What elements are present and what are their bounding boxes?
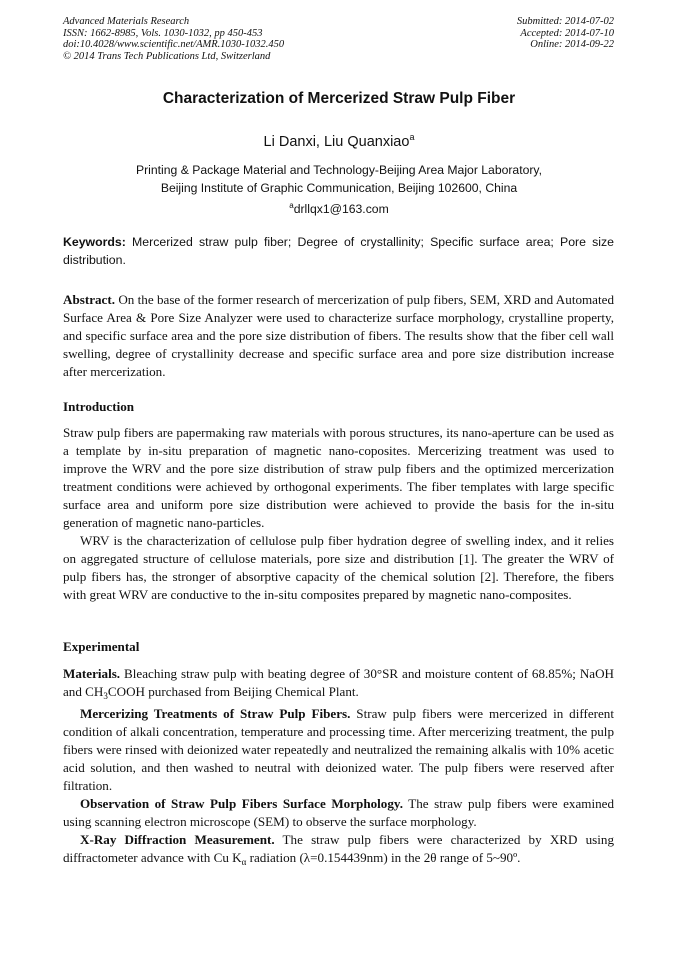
date-accepted: Accepted: 2014-07-10 bbox=[520, 27, 614, 39]
journal-issn: ISSN: 1662-8985, Vols. 1030-1032, pp 450-453 bbox=[63, 27, 263, 39]
materials-subscript: 3 bbox=[103, 691, 108, 701]
keywords bbox=[63, 233, 614, 269]
experimental-heading: Experimental bbox=[63, 639, 140, 654]
observation-paragraph bbox=[63, 795, 614, 831]
observation-text: The straw pulp fibers were examined using scanning electron microscope (SEM) to observe the surface morphology. bbox=[63, 796, 614, 829]
author-email[interactable]: drllqx1@163.com bbox=[293, 202, 389, 216]
journal-name: Advanced Materials Research bbox=[63, 16, 190, 27]
abstract-text: On the base of the former research of mercerization of pulp fibers, SEM, XRD and Automated Surface Area & Pore Size Analyzer were used to characterize surface morphology, crystalline property, and specific surface area and the pore size distribution of fibers. The results show that the fiber cell wall swelling, degree of crystallinity decrease and specific surface area and pore size distribution increase after mercerization. bbox=[63, 292, 614, 379]
xrd-text-a: The straw pulp fibers were characterized by XRD using diffractometer advance with Cu K bbox=[63, 832, 614, 865]
date-online: Online: 2014-09-22 bbox=[530, 39, 614, 51]
keywords-text: Mercerized straw pulp fiber; Degree of crystallinity; Specific surface area; Pore size distribution. bbox=[63, 235, 614, 267]
mercerizing-paragraph bbox=[63, 705, 614, 795]
author-line bbox=[0, 132, 678, 150]
xrd-subscript: α bbox=[241, 857, 247, 867]
date-submitted: Submitted: 2014-07-02 bbox=[516, 16, 614, 27]
materials-text-b: COOH purchased from Beijing Chemical Plant. bbox=[107, 684, 359, 699]
observation-label: Observation of Straw Pulp Fibers Surface Morphology. bbox=[80, 796, 403, 811]
journal-copyright: © 2014 Trans Tech Publications Ltd, Switzerland bbox=[63, 50, 271, 62]
affiliation-line-1: Printing & Package Material and Technology-Beijing Area Major Laboratory, bbox=[135, 163, 543, 177]
experimental-body bbox=[63, 665, 614, 871]
keywords-label: Keywords: bbox=[63, 235, 126, 249]
affiliation-line-2: Beijing Institute of Graphic Communication, Beijing 102600, China bbox=[160, 181, 518, 195]
author-sup: a bbox=[409, 132, 415, 142]
introduction-paragraph-1: Straw pulp fibers are papermaking raw materials with porous structures, its nano-aperture can be used as a template by in-situ preparation of magnetic nano-coposites. Mercerizing treatment was used to improve the WRV and the pore size distribution of straw pulp fibers and the optimized mercerization treatment conditions were achieved by orthogonal experiments. The fiber templates with large specific surface area and uniform pore size distribution were achieved to provide the basis for the in-situ generation of magnetic nano-particles. bbox=[63, 425, 614, 530]
paper-title: Characterization of Mercerized Straw Pulp Fiber bbox=[162, 90, 516, 107]
journal-doi[interactable]: doi:10.4028/www.scientific.net/AMR.1030-1032.450 bbox=[63, 39, 285, 51]
author-names: Li Danxi, Liu Quanxiao bbox=[263, 134, 410, 150]
publication-dates bbox=[517, 16, 614, 51]
email-sup: a bbox=[289, 201, 294, 210]
xrd-text-b: radiation (λ=0.154439nm) in the 2θ range of 5~90º. bbox=[246, 850, 521, 865]
introduction-heading: Introduction bbox=[63, 399, 135, 414]
materials-text-a: Bleaching straw pulp with beating degree of 30°SR and moisture content of 68.85%; NaOH and CH bbox=[63, 666, 614, 699]
materials-paragraph bbox=[63, 665, 614, 705]
mercerizing-label: Mercerizing Treatments of Straw Pulp Fibers. bbox=[80, 706, 351, 721]
affiliation bbox=[0, 161, 678, 218]
affiliation-email-line bbox=[0, 197, 678, 218]
journal-info bbox=[63, 16, 284, 62]
materials-label: Materials. bbox=[63, 666, 121, 681]
abstract bbox=[63, 291, 614, 381]
introduction-paragraph-2: WRV is the characterization of cellulose pulp fiber hydration degree of swelling index, and it relies on aggregated structure of cellulose materials, pore size and distribution [1]. The greater the WRV of pulp fibers has, the stronger of absorptive capacity of the chemical solution [2]. Therefore, the fibers with great WRV are conductive to the in-situ composites prepared by magnetic nano-composites. bbox=[63, 533, 614, 602]
introduction-body bbox=[63, 424, 614, 604]
abstract-label: Abstract. bbox=[63, 292, 115, 307]
xrd-label: X-Ray Diffraction Measurement. bbox=[80, 832, 275, 847]
mercerizing-text: Straw pulp fibers were mercerized in different condition of alkali concentration, temperature and processing time. After mercerizing treatment, the pulp fibers were rinsed with deionized water repeatedly and neutralized the remaining alkalis with 10% acetic acid solution, and then washed to neutral with deionized water. The pulp fibers were reserved after filtration. bbox=[63, 706, 614, 793]
xrd-paragraph bbox=[63, 831, 614, 871]
